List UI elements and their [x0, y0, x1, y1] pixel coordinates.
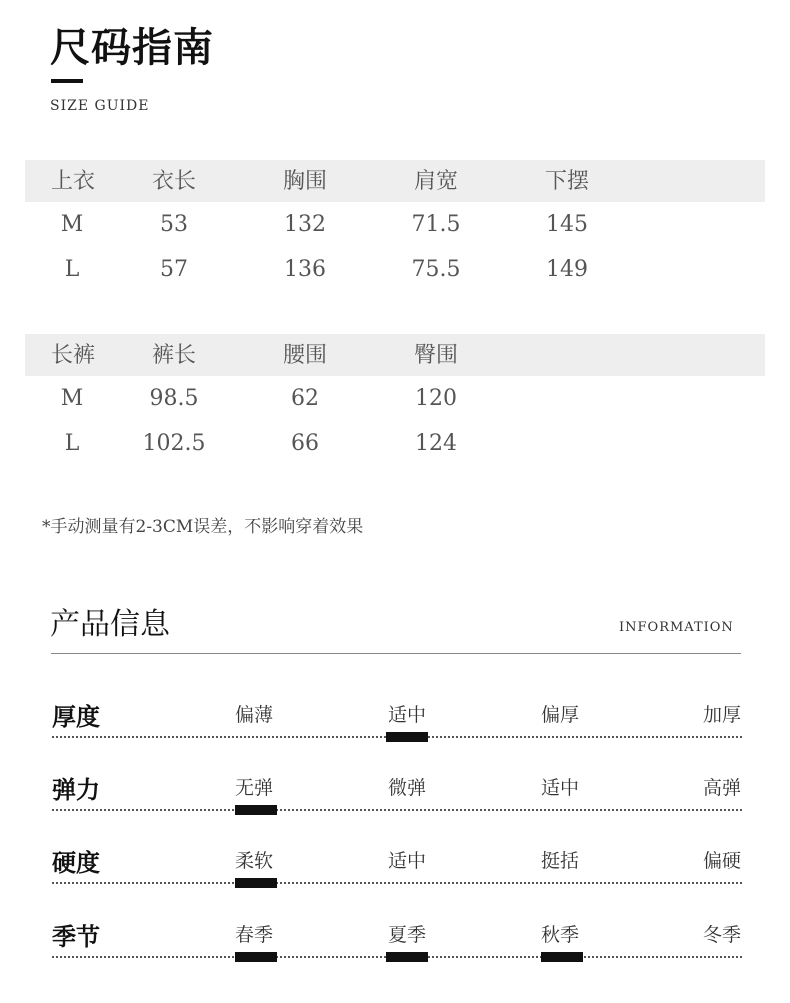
- attribute-option: 高弹: [702, 777, 741, 799]
- attribute-option: 偏硬: [702, 850, 741, 872]
- table-cell: M: [60, 212, 84, 237]
- dotted-scale-line: [52, 882, 742, 884]
- table-cell: 136: [284, 257, 326, 282]
- attribute-option: 微弹: [388, 777, 427, 799]
- table-cell: 98.5: [149, 386, 199, 411]
- table-cell: M: [60, 386, 84, 411]
- top-size-table: [25, 160, 765, 292]
- info-title: 产品信息: [50, 607, 170, 642]
- attribute-label: 厚度: [52, 702, 100, 731]
- table-cell: 57: [160, 257, 188, 282]
- header-cell: 胸围: [282, 169, 328, 194]
- header-cell: 臀围: [413, 343, 459, 368]
- selected-marker: [386, 732, 428, 742]
- table-cell: 149: [546, 257, 588, 282]
- attribute-option: 挺括: [541, 850, 580, 872]
- dotted-scale-line: [52, 809, 742, 811]
- attribute-option: 秋季: [541, 924, 580, 946]
- info-subtitle: INFORMATION: [619, 620, 734, 635]
- table-row: [25, 202, 765, 247]
- selected-marker: [235, 805, 277, 815]
- selected-marker: [235, 878, 277, 888]
- header-cell: 衣长: [151, 169, 197, 194]
- table-cell: 124: [415, 431, 457, 456]
- selected-marker: [386, 952, 428, 962]
- table-row: [25, 247, 765, 292]
- table-cell: 102.5: [142, 431, 206, 456]
- attribute-row: [0, 843, 790, 917]
- header-cell: 上衣: [50, 169, 96, 194]
- table-cell: 145: [546, 212, 588, 237]
- attribute-option: 无弹: [235, 777, 274, 799]
- attribute-option: 适中: [388, 704, 427, 726]
- attribute-option: 适中: [541, 777, 580, 799]
- attribute-option: 加厚: [702, 704, 741, 726]
- page-subtitle: SIZE GUIDE: [50, 98, 150, 114]
- table-row: [25, 421, 765, 466]
- table-cell: 75.5: [411, 257, 461, 282]
- attribute-option: 柔软: [235, 850, 274, 872]
- header-cell: 肩宽: [413, 169, 459, 194]
- attribute-option: 偏厚: [541, 704, 580, 726]
- table-row: [25, 376, 765, 421]
- attribute-option: 夏季: [388, 924, 427, 946]
- table-cell: 66: [291, 431, 319, 456]
- attribute-row: [0, 917, 790, 991]
- table-header: [25, 334, 765, 376]
- attribute-option: 适中: [388, 850, 427, 872]
- attribute-option: 春季: [235, 924, 274, 946]
- attribute-label: 季节: [52, 922, 100, 951]
- header-cell: 长裤: [50, 343, 96, 368]
- header-cell: 腰围: [282, 343, 328, 368]
- selected-marker: [235, 952, 277, 962]
- table-cell: L: [64, 257, 80, 282]
- page-title: 尺码指南: [50, 24, 214, 71]
- attribute-row: [0, 697, 790, 771]
- header-cell: 裤长: [151, 343, 197, 368]
- attribute-row: [0, 770, 790, 844]
- pants-size-table: [25, 334, 765, 466]
- header-cell: 下摆: [544, 169, 590, 194]
- info-divider: [51, 653, 741, 654]
- table-cell: 132: [284, 212, 326, 237]
- table-cell: L: [64, 431, 80, 456]
- attribute-option: 冬季: [702, 924, 741, 946]
- table-cell: 62: [291, 386, 319, 411]
- table-cell: 53: [160, 212, 188, 237]
- selected-marker: [541, 952, 583, 962]
- table-cell: 71.5: [411, 212, 461, 237]
- measurement-note: *手动测量有2-3CM误差，不影响穿着效果: [42, 517, 364, 537]
- table-cell: 120: [415, 386, 457, 411]
- title-underline: [51, 79, 83, 83]
- attribute-option: 偏薄: [235, 704, 274, 726]
- attribute-label: 硬度: [52, 848, 100, 877]
- table-header: [25, 160, 765, 202]
- attribute-label: 弹力: [52, 775, 100, 804]
